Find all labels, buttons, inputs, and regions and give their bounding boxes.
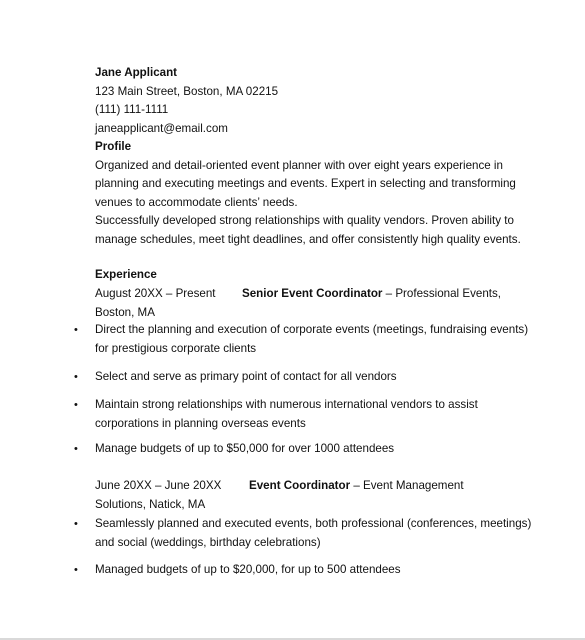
bullet-text: and social (weddings, birthday celebrations) <box>95 535 321 549</box>
bullet-icon: • <box>74 564 78 576</box>
profile-heading: Profile <box>95 140 132 153</box>
contact-block <box>95 64 565 138</box>
list-item <box>74 321 555 358</box>
job-dates: August 20XX – Present <box>95 287 216 300</box>
job-location: Solutions, Natick, MA <box>95 497 206 511</box>
experience-section <box>95 266 565 285</box>
bullet-text: Maintain strong relationships with numerous international vendors to assist <box>95 398 478 411</box>
bullet-text: for prestigious corporate clients <box>95 341 257 355</box>
list-item <box>74 561 555 580</box>
list-item <box>74 368 555 387</box>
bullet-text: Managed budgets of up to $20,000, for up to 500 attendees <box>95 563 401 576</box>
profile-line: Organized and detail-oriented event planner with over eight years experience in <box>95 158 503 172</box>
bullet-text: Direct the planning and execution of corporate events (meetings, fundraising events) <box>95 323 529 336</box>
profile-line: venues to accommodate clients’ needs. <box>95 195 298 209</box>
bullet-icon: • <box>74 443 78 455</box>
job-title: Senior Event Coordinator <box>242 287 383 300</box>
bullet-text: Seamlessly planned and executed events, both professional (conferences, meetings) <box>95 517 532 530</box>
job-header <box>95 477 565 514</box>
bullet-icon: • <box>74 324 78 336</box>
profile-line: planning and executing meetings and events. Expert in selecting and transforming <box>95 177 516 190</box>
job-title-line <box>242 285 501 304</box>
list-item <box>74 515 555 552</box>
bullet-icon: • <box>74 371 78 383</box>
job-employer: – Professional Events, <box>382 287 502 300</box>
list-item <box>74 396 555 433</box>
bullet-text: Manage budgets of up to $50,000 for over 1000 attendees <box>95 442 395 455</box>
applicant-name: Jane Applicant <box>95 66 178 79</box>
email-line: janeapplicant@email.com <box>95 121 228 135</box>
job-title-line <box>249 477 464 496</box>
job-dates: June 20XX – June 20XX <box>95 479 222 492</box>
job-location: Boston, MA <box>95 305 155 319</box>
address-line: 123 Main Street, Boston, MA 02215 <box>95 84 279 98</box>
profile-line: Successfully developed strong relationships with quality vendors. Proven ability to <box>95 214 514 227</box>
bullet-text: corporations in planning overseas events <box>95 416 306 430</box>
bullet-text: Select and serve as primary point of contact for all vendors <box>95 370 397 383</box>
list-item <box>74 440 555 459</box>
profile-section <box>95 138 565 249</box>
job-header <box>95 285 565 322</box>
profile-line: manage schedules, meet tight deadlines, and offer consistently high quality events. <box>95 232 521 246</box>
bullet-icon: • <box>74 399 78 411</box>
experience-heading: Experience <box>95 268 157 281</box>
job-employer: – Event Management <box>350 479 464 492</box>
bullet-icon: • <box>74 518 78 530</box>
job-title: Event Coordinator <box>249 479 351 492</box>
phone-line: (111) 111-1111 <box>95 103 169 116</box>
